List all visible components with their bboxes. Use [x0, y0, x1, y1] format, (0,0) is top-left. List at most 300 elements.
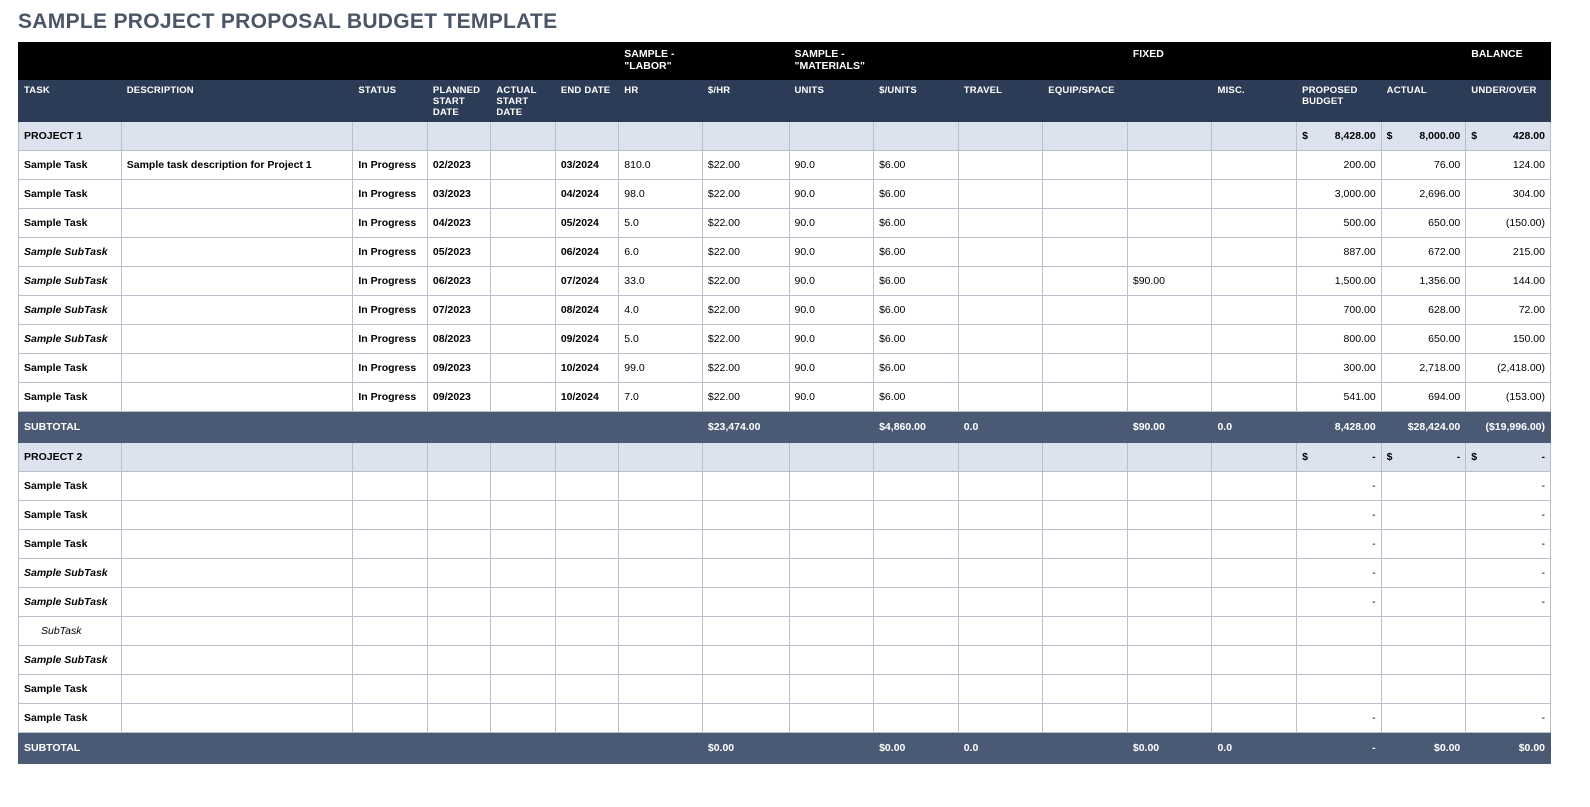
subtotal-blank-planned	[427, 733, 490, 764]
task-actual-start	[491, 267, 555, 296]
task-units: 90.0	[789, 267, 874, 296]
task-name: Sample SubTask	[19, 296, 122, 325]
task-planned-start: 05/2023	[427, 238, 490, 267]
task-units	[789, 588, 874, 617]
task-under-over: -	[1466, 472, 1551, 501]
task-under-over: 124.00	[1466, 151, 1551, 180]
task-end-date	[555, 472, 618, 501]
task-per-units	[874, 675, 959, 704]
subtotal-label: SUBTOTAL	[19, 412, 122, 443]
project-blank-perunits	[874, 443, 959, 472]
task-hr	[619, 617, 703, 646]
subtotal-misc: 0.0	[1212, 412, 1297, 443]
task-units	[789, 472, 874, 501]
task-units	[789, 501, 874, 530]
table-row[interactable]	[19, 559, 1551, 588]
task-under-over: (150.00)	[1466, 209, 1551, 238]
task-misc	[1212, 530, 1297, 559]
task-fixed	[1127, 472, 1212, 501]
task-proposed: 1,500.00	[1297, 267, 1382, 296]
task-planned-start	[427, 501, 490, 530]
task-fixed	[1127, 325, 1212, 354]
task-description	[121, 675, 353, 704]
table-row[interactable]	[19, 588, 1551, 617]
task-hr	[619, 501, 703, 530]
task-status: In Progress	[353, 354, 428, 383]
task-misc	[1212, 646, 1297, 675]
subtotal-blank-enddate	[555, 733, 618, 764]
task-per-units: $6.00	[874, 209, 959, 238]
subtotal-per-hr: $0.00	[702, 733, 789, 764]
task-equip-space	[1043, 296, 1128, 325]
table-row[interactable]	[19, 646, 1551, 675]
task-hr: 99.0	[619, 354, 703, 383]
task-travel	[958, 588, 1043, 617]
task-under-over	[1466, 675, 1551, 704]
task-hr	[619, 675, 703, 704]
subtotal-per-units: $0.00	[874, 733, 959, 764]
task-actual: 650.00	[1381, 209, 1466, 238]
value: 8,428.00	[1334, 130, 1376, 142]
task-name: Sample Task	[19, 530, 122, 559]
task-equip-space	[1043, 588, 1128, 617]
subtotal-blank-actualstart	[491, 412, 555, 443]
task-equip-space	[1043, 383, 1128, 412]
task-units	[789, 617, 874, 646]
table-row[interactable]	[19, 501, 1551, 530]
task-actual-start	[491, 209, 555, 238]
task-proposed	[1297, 675, 1382, 704]
subtotal-blank-desc	[121, 733, 353, 764]
task-actual-start	[491, 646, 555, 675]
col-fixed-blank	[1127, 80, 1212, 122]
table-row[interactable]	[19, 325, 1551, 354]
col-status: STATUS	[353, 80, 428, 122]
task-name: Sample Task	[19, 383, 122, 412]
task-misc	[1212, 267, 1297, 296]
task-misc	[1212, 180, 1297, 209]
project-blank-hr	[619, 122, 703, 151]
project-proposed-total	[1297, 443, 1382, 472]
task-units: 90.0	[789, 209, 874, 238]
task-units: 90.0	[789, 383, 874, 412]
task-hr	[619, 704, 703, 733]
group-header-balance: BALANCE	[1466, 43, 1551, 80]
task-hr	[619, 559, 703, 588]
task-misc	[1212, 588, 1297, 617]
task-status	[353, 675, 428, 704]
project-blank-desc	[121, 122, 353, 151]
task-actual-start	[491, 704, 555, 733]
task-proposed	[1297, 646, 1382, 675]
task-actual-start	[491, 180, 555, 209]
task-under-over: 304.00	[1466, 180, 1551, 209]
task-planned-start: 03/2023	[427, 180, 490, 209]
subtotal-row	[19, 733, 1551, 764]
task-per-hr	[702, 530, 789, 559]
task-travel	[958, 704, 1043, 733]
task-under-over: -	[1466, 704, 1551, 733]
task-per-hr: $22.00	[702, 267, 789, 296]
task-actual-start	[491, 588, 555, 617]
task-equip-space	[1043, 559, 1128, 588]
task-misc	[1212, 296, 1297, 325]
task-fixed	[1127, 588, 1212, 617]
task-description	[121, 501, 353, 530]
task-misc	[1212, 354, 1297, 383]
task-actual-start	[491, 151, 555, 180]
group-header-materials-line1: SAMPLE -	[794, 48, 845, 60]
task-description	[121, 383, 353, 412]
task-travel	[958, 383, 1043, 412]
task-per-units: $6.00	[874, 180, 959, 209]
task-status: In Progress	[353, 267, 428, 296]
task-travel	[958, 209, 1043, 238]
task-per-hr: $22.00	[702, 180, 789, 209]
project-blank-units	[789, 443, 874, 472]
table-row[interactable]	[19, 530, 1551, 559]
task-end-date: 03/2024	[555, 151, 618, 180]
table-row[interactable]	[19, 209, 1551, 238]
task-hr: 98.0	[619, 180, 703, 209]
task-actual: 76.00	[1381, 151, 1466, 180]
group-blank-task	[19, 43, 122, 80]
task-per-units: $6.00	[874, 267, 959, 296]
task-misc	[1212, 238, 1297, 267]
task-misc	[1212, 704, 1297, 733]
project-blank-planned	[427, 122, 490, 151]
task-name: Sample Task	[19, 180, 122, 209]
project-name: PROJECT 1	[19, 122, 122, 151]
task-fixed	[1127, 238, 1212, 267]
group-blank-actualstart	[491, 43, 555, 80]
task-units: 90.0	[789, 354, 874, 383]
task-per-hr: $22.00	[702, 296, 789, 325]
task-per-hr	[702, 501, 789, 530]
task-hr	[619, 646, 703, 675]
task-name: Sample SubTask	[19, 646, 122, 675]
subtotal-blank-actualstart	[491, 733, 555, 764]
task-planned-start	[427, 646, 490, 675]
task-actual	[1381, 530, 1466, 559]
project-blank-planned	[427, 443, 490, 472]
task-misc	[1212, 559, 1297, 588]
task-description	[121, 617, 353, 646]
task-planned-start	[427, 704, 490, 733]
task-proposed: -	[1297, 704, 1382, 733]
task-description	[121, 646, 353, 675]
subtotal-under-over: $0.00	[1466, 733, 1551, 764]
project-proposed-total	[1297, 122, 1382, 151]
task-description	[121, 354, 353, 383]
task-status: In Progress	[353, 238, 428, 267]
table-row[interactable]	[19, 151, 1551, 180]
task-status	[353, 704, 428, 733]
group-blank-desc	[121, 43, 353, 80]
col-units: UNITS	[789, 80, 874, 122]
task-per-hr	[702, 559, 789, 588]
project-blank-units	[789, 122, 874, 151]
table-row[interactable]	[19, 180, 1551, 209]
task-end-date: 10/2024	[555, 383, 618, 412]
task-fixed	[1127, 296, 1212, 325]
task-units	[789, 530, 874, 559]
task-hr: 810.0	[619, 151, 703, 180]
table-row[interactable]	[19, 617, 1551, 646]
project-blank-equip	[1043, 122, 1128, 151]
subtotal-proposed: -	[1297, 733, 1382, 764]
task-per-hr: $22.00	[702, 354, 789, 383]
task-end-date	[555, 704, 618, 733]
table-row[interactable]	[19, 296, 1551, 325]
currency-symbol: $	[1386, 451, 1393, 463]
task-name: Sample Task	[19, 354, 122, 383]
task-under-over: 150.00	[1466, 325, 1551, 354]
budget-table	[18, 42, 1551, 764]
task-planned-start	[427, 588, 490, 617]
subtotal-hr	[619, 733, 703, 764]
project-blank-misc	[1212, 122, 1297, 151]
project-blank-actualstart	[491, 443, 555, 472]
task-under-over: 72.00	[1466, 296, 1551, 325]
group-header-labor-line2: "LABOR"	[624, 60, 672, 72]
task-units: 90.0	[789, 325, 874, 354]
task-name: Sample SubTask	[19, 238, 122, 267]
task-under-over: -	[1466, 530, 1551, 559]
task-fixed	[1127, 617, 1212, 646]
project-actual-total	[1381, 122, 1466, 151]
project-blank-equip	[1043, 443, 1128, 472]
project-blank-misc	[1212, 443, 1297, 472]
task-proposed: 300.00	[1297, 354, 1382, 383]
task-equip-space	[1043, 238, 1128, 267]
task-equip-space	[1043, 267, 1128, 296]
task-proposed: 700.00	[1297, 296, 1382, 325]
group-blank-enddate	[555, 43, 618, 80]
subtotal-row	[19, 412, 1551, 443]
project-row[interactable]	[19, 443, 1551, 472]
task-description	[121, 704, 353, 733]
task-per-units: $6.00	[874, 238, 959, 267]
task-proposed: -	[1297, 472, 1382, 501]
task-end-date: 09/2024	[555, 325, 618, 354]
col-actual-start-date: ACTUAL START DATE	[491, 80, 555, 122]
task-travel	[958, 646, 1043, 675]
subtotal-under-over: ($19,996.00)	[1466, 412, 1551, 443]
task-end-date: 08/2024	[555, 296, 618, 325]
task-per-units	[874, 588, 959, 617]
table-row[interactable]	[19, 354, 1551, 383]
project-actual-total	[1381, 443, 1466, 472]
task-actual-start	[491, 296, 555, 325]
subtotal-travel: 0.0	[958, 412, 1043, 443]
subtotal-proposed: 8,428.00	[1297, 412, 1382, 443]
task-under-over	[1466, 646, 1551, 675]
task-travel	[958, 180, 1043, 209]
task-actual: 1,356.00	[1381, 267, 1466, 296]
col-planned-start-date: PLANNED START DATE	[427, 80, 490, 122]
project-underover-total	[1466, 122, 1551, 151]
task-equip-space	[1043, 151, 1128, 180]
project-blank-status	[353, 443, 428, 472]
task-units: 90.0	[789, 151, 874, 180]
subtotal-blank-planned	[427, 412, 490, 443]
table-row[interactable]	[19, 675, 1551, 704]
task-per-hr: $22.00	[702, 325, 789, 354]
project-row[interactable]	[19, 122, 1551, 151]
table-row[interactable]	[19, 704, 1551, 733]
task-actual-start	[491, 238, 555, 267]
task-name: Sample SubTask	[19, 325, 122, 354]
project-blank-enddate	[555, 122, 618, 151]
task-status: In Progress	[353, 325, 428, 354]
task-planned-start	[427, 472, 490, 501]
task-fixed	[1127, 559, 1212, 588]
task-description	[121, 559, 353, 588]
task-actual-start	[491, 354, 555, 383]
task-planned-start	[427, 675, 490, 704]
table-row[interactable]	[19, 267, 1551, 296]
task-travel	[958, 151, 1043, 180]
task-proposed: -	[1297, 501, 1382, 530]
task-proposed: 200.00	[1297, 151, 1382, 180]
table-row[interactable]	[19, 238, 1551, 267]
group-blank-planned	[427, 43, 490, 80]
task-name: Sample SubTask	[19, 267, 122, 296]
task-hr: 6.0	[619, 238, 703, 267]
task-actual	[1381, 472, 1466, 501]
task-proposed: 3,000.00	[1297, 180, 1382, 209]
table-row[interactable]	[19, 472, 1551, 501]
task-misc	[1212, 675, 1297, 704]
task-equip-space	[1043, 325, 1128, 354]
task-misc	[1212, 209, 1297, 238]
task-units	[789, 704, 874, 733]
task-per-units: $6.00	[874, 151, 959, 180]
task-per-units	[874, 472, 959, 501]
task-per-units	[874, 530, 959, 559]
task-actual-start	[491, 501, 555, 530]
task-under-over: 144.00	[1466, 267, 1551, 296]
table-row[interactable]	[19, 383, 1551, 412]
task-description	[121, 238, 353, 267]
subtotal-per-hr: $23,474.00	[702, 412, 789, 443]
task-status	[353, 559, 428, 588]
task-status: In Progress	[353, 180, 428, 209]
task-misc	[1212, 617, 1297, 646]
task-hr: 7.0	[619, 383, 703, 412]
task-under-over: -	[1466, 501, 1551, 530]
task-actual: 2,718.00	[1381, 354, 1466, 383]
task-proposed: 800.00	[1297, 325, 1382, 354]
task-actual: 628.00	[1381, 296, 1466, 325]
task-travel	[958, 617, 1043, 646]
task-name: Sample SubTask	[19, 588, 122, 617]
task-misc	[1212, 472, 1297, 501]
group-header-labor	[619, 43, 789, 80]
task-per-units	[874, 704, 959, 733]
task-travel	[958, 501, 1043, 530]
col-per-units: $/UNITS	[874, 80, 959, 122]
currency-symbol: $	[1302, 130, 1308, 142]
task-per-hr	[702, 675, 789, 704]
task-end-date: 05/2024	[555, 209, 618, 238]
task-description: Sample task description for Project 1	[121, 151, 353, 180]
task-status	[353, 588, 428, 617]
task-actual-start	[491, 617, 555, 646]
task-end-date	[555, 646, 618, 675]
project-blank-hr	[619, 443, 703, 472]
task-per-hr	[702, 704, 789, 733]
task-per-units	[874, 617, 959, 646]
task-equip-space	[1043, 354, 1128, 383]
project-blank-fixed	[1127, 122, 1212, 151]
task-hr: 5.0	[619, 209, 703, 238]
task-per-hr	[702, 472, 789, 501]
value: 8,000.00	[1419, 130, 1461, 142]
col-hr: HR	[619, 80, 703, 122]
task-units	[789, 559, 874, 588]
project-blank-enddate	[555, 443, 618, 472]
currency-symbol: $	[1302, 451, 1308, 463]
task-fixed	[1127, 530, 1212, 559]
task-misc	[1212, 383, 1297, 412]
task-planned-start: 09/2023	[427, 383, 490, 412]
project-blank-actualstart	[491, 122, 555, 151]
value: -	[1541, 451, 1545, 463]
task-description	[121, 267, 353, 296]
task-under-over: (153.00)	[1466, 383, 1551, 412]
value: -	[1372, 451, 1376, 463]
task-fixed	[1127, 151, 1212, 180]
task-end-date: 04/2024	[555, 180, 618, 209]
subtotal-equip-space	[1043, 412, 1128, 443]
task-misc	[1212, 151, 1297, 180]
task-fixed	[1127, 675, 1212, 704]
project-name: PROJECT 2	[19, 443, 122, 472]
subtotal-blank-status	[353, 412, 428, 443]
task-per-hr	[702, 617, 789, 646]
task-travel	[958, 472, 1043, 501]
task-status	[353, 617, 428, 646]
task-units	[789, 646, 874, 675]
task-actual-start	[491, 383, 555, 412]
task-status	[353, 646, 428, 675]
task-equip-space	[1043, 501, 1128, 530]
task-status	[353, 472, 428, 501]
task-planned-start: 08/2023	[427, 325, 490, 354]
col-proposed-budget: PROPOSED BUDGET	[1297, 80, 1382, 122]
column-header-row	[19, 80, 1551, 122]
task-per-units	[874, 559, 959, 588]
task-actual-start	[491, 675, 555, 704]
task-status	[353, 501, 428, 530]
task-equip-space	[1043, 704, 1128, 733]
task-actual	[1381, 559, 1466, 588]
task-actual	[1381, 704, 1466, 733]
task-planned-start: 04/2023	[427, 209, 490, 238]
task-hr	[619, 588, 703, 617]
subtotal-misc: 0.0	[1212, 733, 1297, 764]
task-under-over: -	[1466, 559, 1551, 588]
subtotal-actual: $28,424.00	[1381, 412, 1466, 443]
task-actual	[1381, 675, 1466, 704]
task-equip-space	[1043, 617, 1128, 646]
task-end-date	[555, 530, 618, 559]
currency-symbol: $	[1471, 130, 1478, 142]
col-travel: TRAVEL	[958, 80, 1043, 122]
subtotal-fixed: $0.00	[1127, 733, 1212, 764]
